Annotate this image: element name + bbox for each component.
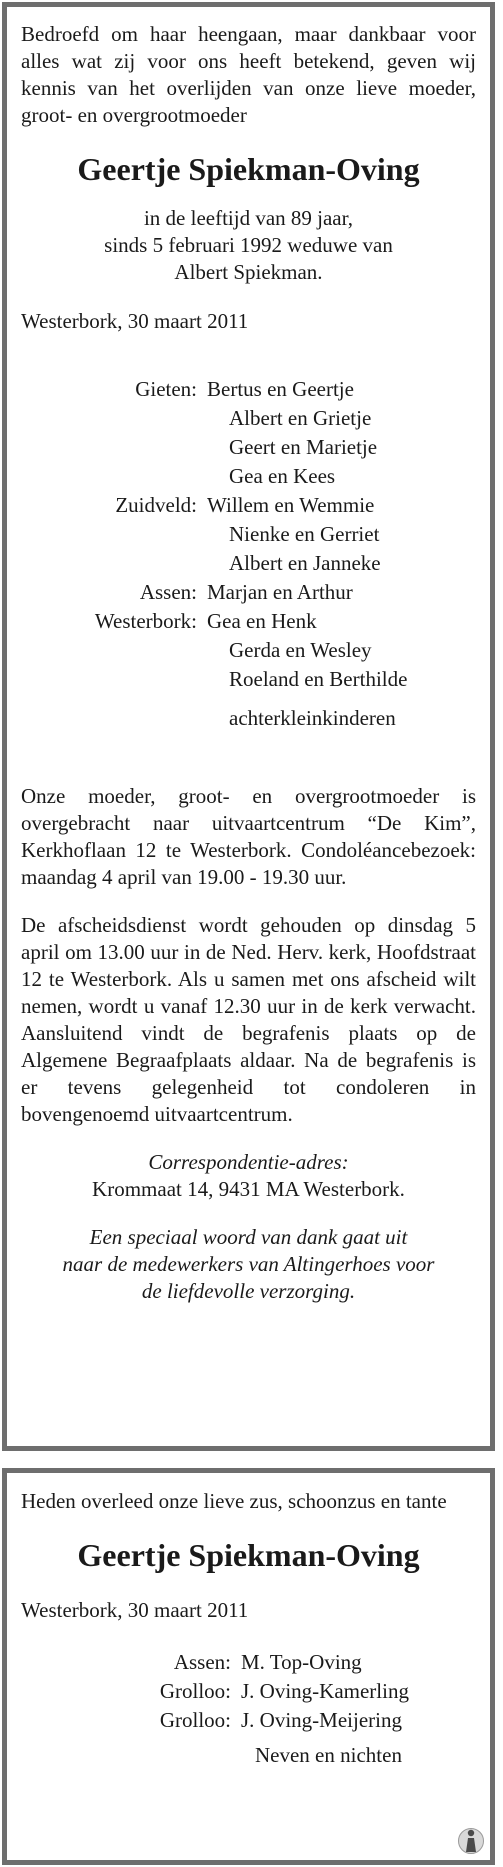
details-line: in de leeftijd van 89 jaar, (143, 206, 354, 230)
relative-names: Albert en Janneke (229, 551, 381, 575)
deceased-name: Geertje Spiekman-Oving (77, 151, 420, 187)
laid-out-paragraph: Onze moeder, groot- en overgrootmoeder is overgebracht naar uitvaartcentrum “De Kim”, Kerkhoflaan 12 te Westerbork. Condoléancebezoek: maandag 4 april van 19.00 - 19.30 uur. (21, 784, 476, 889)
notice-body (21, 1473, 476, 1770)
details-line: sinds 5 februari 1992 weduwe van (104, 233, 393, 257)
death-notice-siblings (2, 1468, 495, 1865)
relative-names: Willem en Wemmie (207, 493, 375, 517)
relative-names: Gerda en Wesley (229, 638, 372, 662)
relative-names: Bertus en Geertje (207, 377, 354, 401)
correspondence-block (21, 1149, 476, 1203)
relative-place (21, 433, 197, 462)
relative-place: Zuidveld: (115, 493, 197, 517)
great-grandchildren: achterkleinkinderen (229, 706, 396, 730)
relative-names: Geert en Marietje (229, 435, 378, 459)
details-line: Albert Spiekman. (174, 260, 323, 284)
relative-place: Westerbork: (94, 609, 197, 633)
relative-place (21, 549, 197, 578)
relative-place (21, 462, 197, 491)
relative-place: Assen: (139, 580, 197, 604)
correspondence-label: Correspondentie-adres: (148, 1150, 349, 1174)
relative-names: Marjan en Arthur (207, 580, 353, 604)
relative-names: J. Oving-Meijering (241, 1708, 402, 1732)
relative-place: Grolloo: (159, 1708, 231, 1732)
relative-names: Gea en Kees (229, 464, 336, 488)
service-paragraph: De afscheidsdienst wordt gehouden op dinsdag 5 april om 13.00 uur in de Ned. Herv. kerk, Hoofdstraat 12 te Westerbork. Als u samen met ons afscheid wilt nemen, wordt u vanaf 12.30 uur in de kerk verwacht. Aansluitend vindt de begrafenis plaats op de Algemene Begraafplaats aldaar. Na de begrafenis is er tevens gelegenheid tot condoleren in bovengenoemd uitvaartcentrum. (21, 913, 476, 1126)
thanks-block (21, 1224, 476, 1305)
intro-text: Bedroefd om haar heengaan, maar dankbaar voor alles wat zij voor ons heeft betekend, geven wij kennis van het overlijden van onze lieve moeder, groot- en overgrootmoeder (21, 22, 476, 127)
thanks-line: de liefdevolle verzorging. (141, 1279, 356, 1303)
relative-names: Albert en Grietje (229, 406, 372, 430)
deceased-name: Geertje Spiekman-Oving (77, 1537, 420, 1573)
intro-text: Heden overleed onze lieve zus, schoonzus en tante (21, 1489, 447, 1513)
relatives-list (21, 375, 476, 733)
relative-place: Grolloo: (159, 1679, 231, 1703)
notice-body (21, 7, 476, 1305)
relative-names: Gea en Henk (207, 609, 317, 633)
relatives-list (21, 1648, 476, 1770)
relative-place (21, 636, 197, 665)
place-date: Westerbork, 30 maart 2011 (21, 309, 249, 333)
place-date: Westerbork, 30 maart 2011 (21, 1598, 249, 1622)
relative-place (21, 665, 197, 694)
relative-names: M. Top-Oving (241, 1650, 362, 1674)
thanks-line: naar de medewerkers van Altingerhoes voor (62, 1252, 435, 1276)
nephews-nieces: Neven en nichten (255, 1743, 402, 1767)
relative-place (21, 520, 197, 549)
thanks-line: Een speciaal woord van dank gaat uit (89, 1225, 408, 1249)
funeral-emblem-icon (458, 1824, 484, 1858)
relative-names: Nienke en Gerriet (229, 522, 380, 546)
correspondence-address: Krommaat 14, 9431 MA Westerbork. (92, 1177, 405, 1201)
relative-names: J. Oving-Kamerling (241, 1679, 409, 1703)
relative-names: Roeland en Berthilde (229, 667, 408, 691)
relative-place: Gieten: (135, 377, 197, 401)
death-notice-family (2, 2, 495, 1451)
relative-place: Assen: (173, 1650, 231, 1674)
details-block (21, 205, 476, 286)
relative-place (21, 404, 197, 433)
